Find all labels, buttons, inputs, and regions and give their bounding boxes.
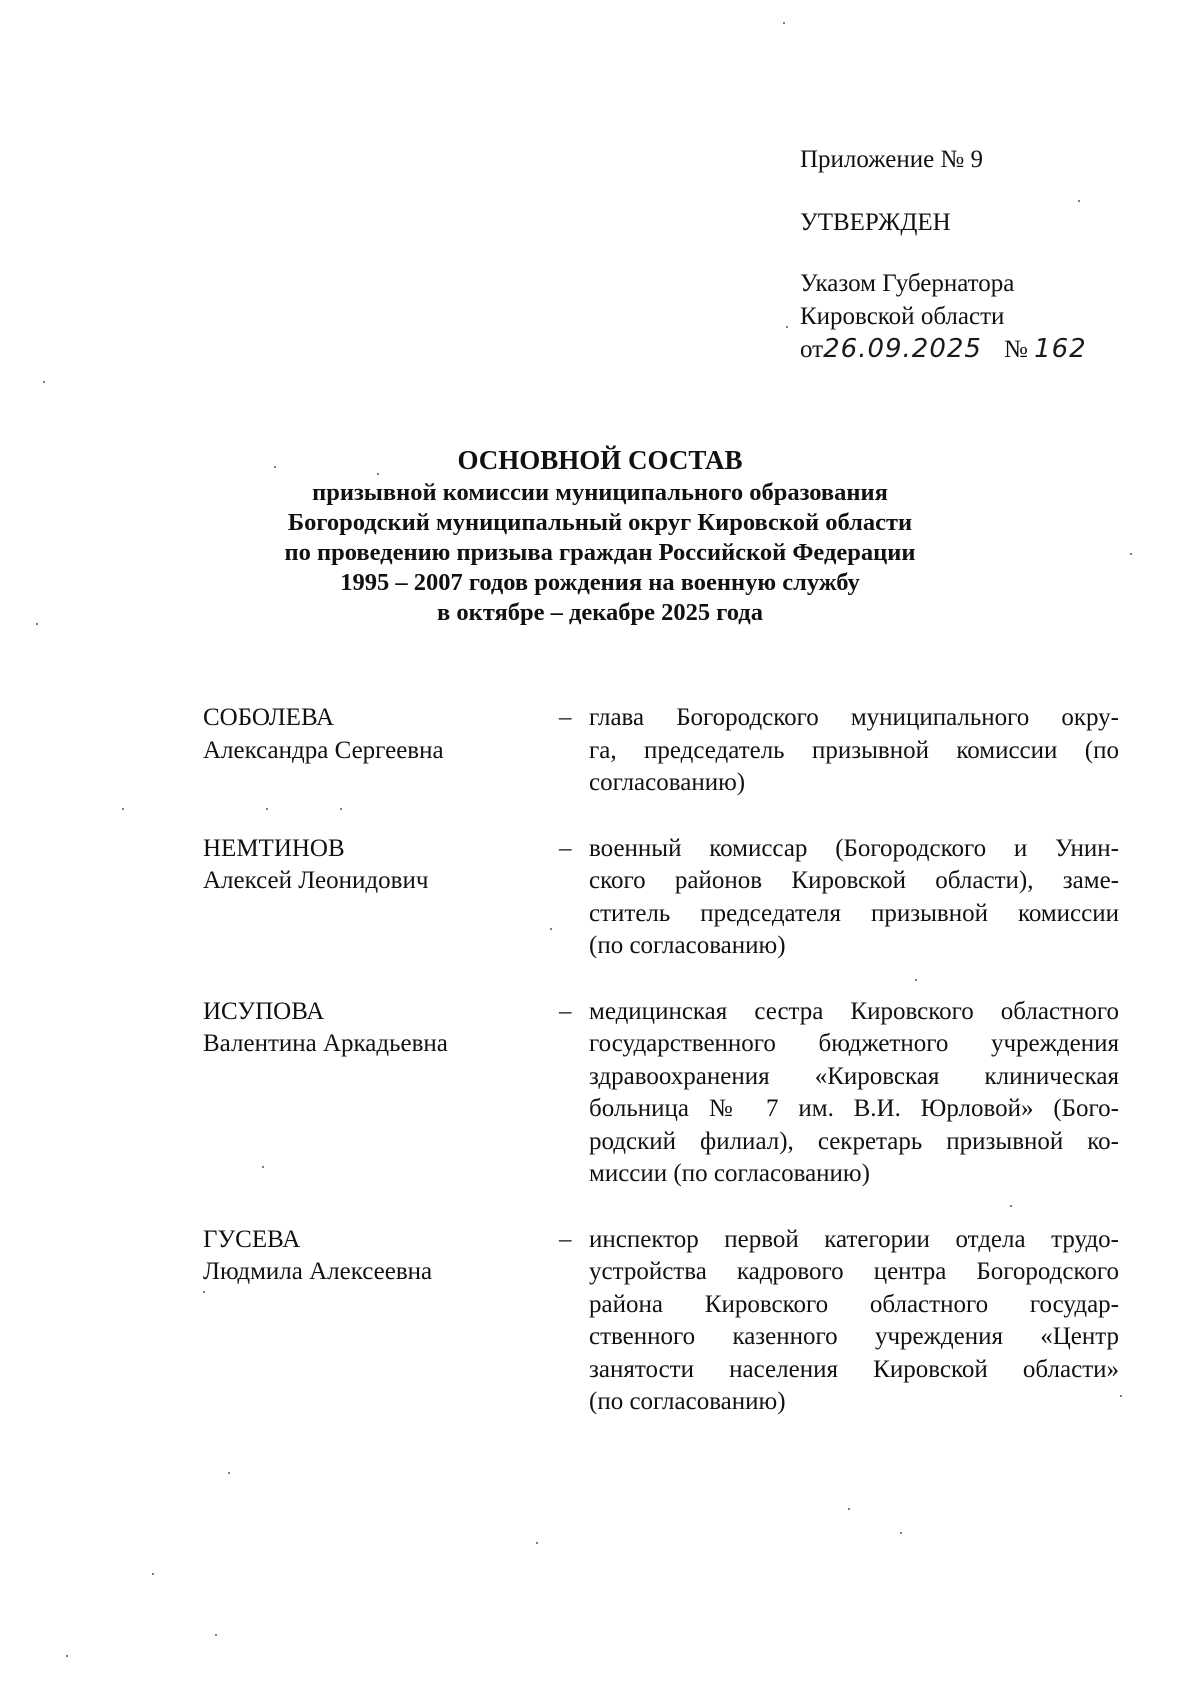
member-role [589, 702, 1119, 800]
scan-speck [340, 808, 342, 810]
member-dash: – [559, 997, 572, 1025]
scan-speck [1120, 1395, 1122, 1397]
role-line: устройства кадрового центра Богородского [589, 1258, 1119, 1285]
role-line: ственного казенного учреждения «Центр [589, 1323, 1119, 1350]
role-line: здравоохранения «Кировская клиническая [589, 1062, 1119, 1090]
handwritten-number: 162 [1034, 334, 1087, 364]
date-prefix: от [800, 336, 824, 363]
scan-speck [228, 1472, 230, 1474]
member-given-names: Алексей Леонидович [203, 867, 429, 894]
scan-speck [915, 979, 917, 981]
member-surname: СОБОЛЕВА [203, 704, 335, 731]
member-given-names: Александра Сергеевна [203, 736, 444, 764]
title-line: 1995 – 2007 годов рождения на военную службу [340, 569, 860, 596]
scan-speck [152, 1573, 154, 1575]
member-dash: – [559, 834, 572, 862]
member-given-names: Валентина Аркадьевна [203, 1030, 448, 1057]
scan-speck [66, 1655, 68, 1657]
appendix-label: Приложение № 9 [800, 146, 984, 173]
role-line: (по согласованию) [589, 1388, 786, 1415]
scan-speck [203, 1291, 205, 1293]
decree-line-1: Указом Губернатора [800, 270, 1015, 297]
member-role [589, 833, 1119, 963]
member-role [589, 996, 1119, 1191]
member-entry [203, 1224, 1123, 1419]
member-name [203, 702, 553, 800]
role-line: военный комиссар (Богородского и Унин- [589, 834, 1119, 862]
number-prefix: № [1003, 336, 1028, 363]
decree-date-number [800, 333, 1160, 366]
member-entry [203, 996, 1123, 1191]
member-dash: – [559, 1225, 572, 1253]
scan-speck [262, 1166, 264, 1168]
role-line: района Кировского областного государ- [589, 1290, 1119, 1318]
role-line: ститель председателя призывной комиссии [589, 899, 1119, 927]
scan-speck [900, 1532, 902, 1534]
scan-speck [266, 808, 268, 810]
member-entry [203, 702, 1123, 800]
title-line: по проведению призыва граждан Российской Федерации [284, 539, 916, 566]
member-surname: НЕМТИНОВ [203, 834, 345, 862]
scan-speck [36, 623, 38, 625]
role-line: инспектор первой категории отдела трудо- [589, 1225, 1119, 1253]
role-line: медицинская сестра Кировского областного [589, 997, 1119, 1025]
scan-speck [1130, 553, 1132, 555]
role-line: га, председатель призывной комиссии (по [589, 736, 1119, 764]
role-line: родский филиал), секретарь призывной ко- [589, 1127, 1119, 1155]
scan-speck [1010, 1205, 1012, 1207]
member-surname: ГУСЕВА [203, 1225, 301, 1253]
approved-label: УТВЕРЖДЕН [800, 209, 951, 236]
approval-block [800, 143, 1160, 366]
scan-speck [377, 473, 379, 475]
role-line: больница № 7 им. В.И. Юрловой» (Бого- [589, 1095, 1119, 1122]
role-line: (по согласованию) [589, 932, 786, 959]
document-title [220, 442, 980, 628]
member-entry [203, 833, 1123, 963]
member-name [203, 1224, 553, 1419]
member-given-names: Людмила Алексеевна [203, 1258, 433, 1285]
decree-line-2: Кировской области [800, 303, 1005, 330]
scan-speck [122, 808, 124, 810]
scan-speck [215, 1634, 217, 1636]
scan-speck [848, 1508, 850, 1510]
role-line: согласованию) [589, 769, 746, 796]
scan-speck [274, 466, 276, 468]
scan-speck [783, 22, 785, 24]
role-line: миссии (по согласованию) [589, 1160, 870, 1187]
handwritten-date: 26.09.2025 [823, 334, 982, 364]
role-line: государственного бюджетного учреждения [589, 1030, 1119, 1057]
member-dash: – [559, 704, 572, 731]
scan-speck [536, 1542, 538, 1544]
role-line: ского районов Кировской области), заме- [589, 867, 1119, 894]
member-name [203, 833, 553, 963]
title-main: ОСНОВНОЙ СОСТАВ [457, 445, 743, 475]
member-name [203, 996, 553, 1191]
scan-speck [43, 381, 45, 383]
member-surname: ИСУПОВА [203, 997, 325, 1025]
scan-speck [550, 928, 552, 930]
scan-speck [1078, 200, 1080, 202]
role-line: глава Богородского муниципального окру- [589, 704, 1119, 731]
title-line: призывной комиссии муниципального образования [312, 479, 888, 506]
member-role [589, 1224, 1119, 1419]
scan-speck [786, 326, 788, 328]
title-line: в октябре – декабре 2025 года [437, 599, 763, 626]
role-line: занятости населения Кировской области» [589, 1355, 1119, 1383]
title-line: Богородский муниципальный округ Кировской области [287, 509, 913, 536]
